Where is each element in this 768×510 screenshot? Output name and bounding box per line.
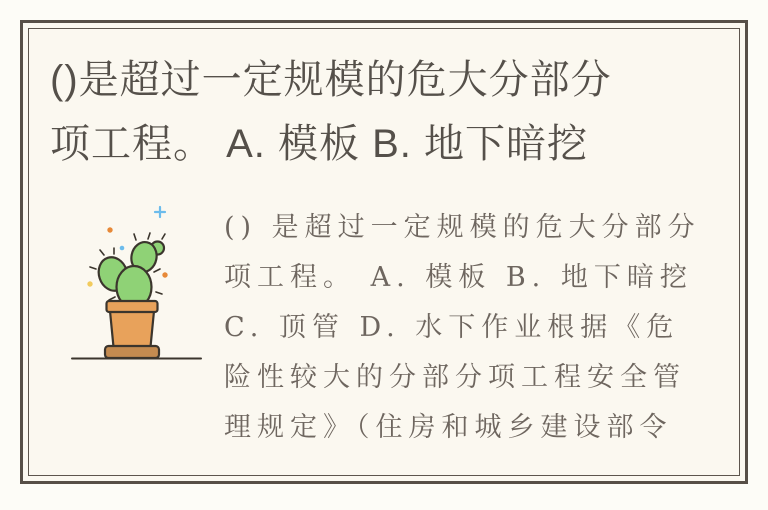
title-line-2: 项工程。 A. 模板 B. 地下暗挖 xyxy=(50,122,589,166)
question-line-4: 险性较大的分部分项工程安全管 xyxy=(224,362,686,393)
potted-cactus-illustration xyxy=(68,197,210,367)
question-line-3: C. 顶管 D. 水下作业根据《危 xyxy=(224,312,680,343)
page-title xyxy=(50,48,715,176)
question-line-5: 理规定》（住房和城乡建设部令 xyxy=(224,412,673,443)
cactus-plant-icon xyxy=(90,233,165,308)
question-line-2: 项工程。 A. 模板 B. 地下暗挖 xyxy=(224,262,693,293)
question-line-1: () 是超过一定规模的危大分部分 xyxy=(224,212,701,243)
flower-pot-icon xyxy=(105,301,159,358)
question-text xyxy=(224,203,746,453)
title-line-1: ()是超过一定规模的危大分部分 xyxy=(50,58,612,102)
